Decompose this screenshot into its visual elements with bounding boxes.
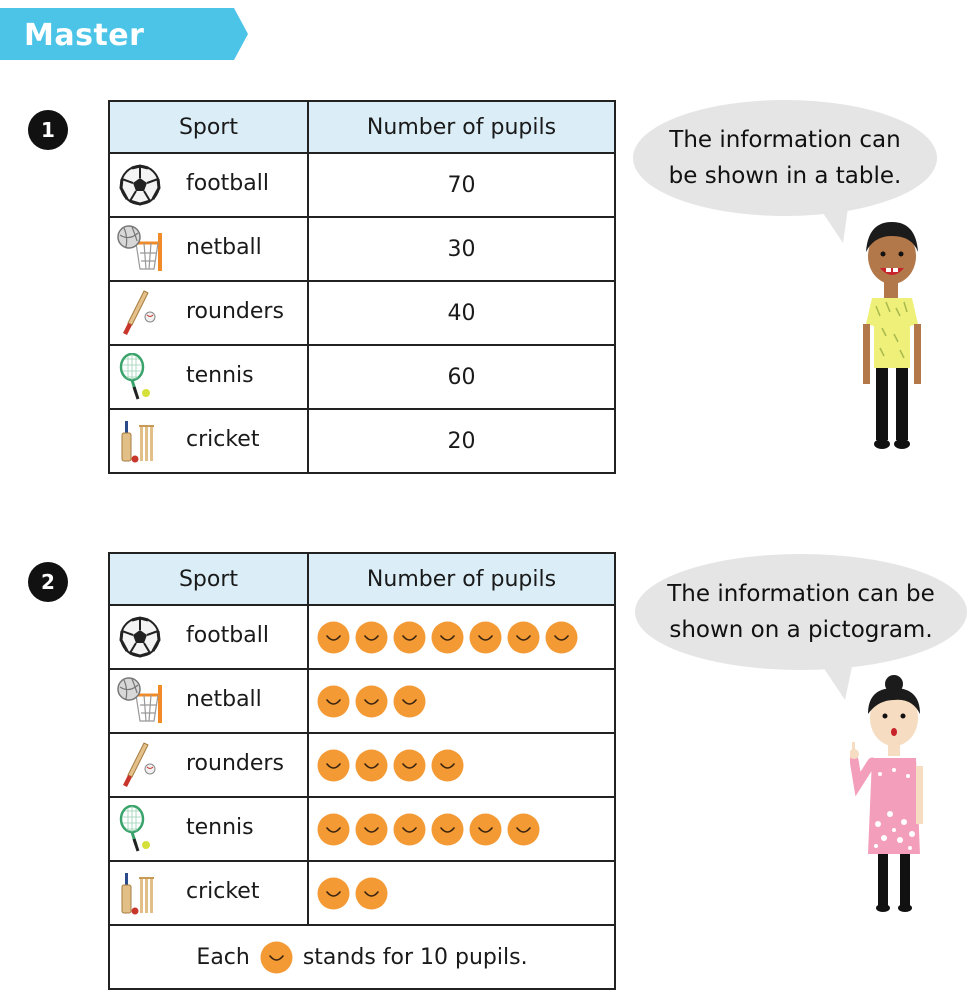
sport-label: netball xyxy=(186,687,262,712)
smiley-face-icon xyxy=(507,813,540,846)
smiley-face-icon xyxy=(393,749,426,782)
table-row xyxy=(109,733,615,797)
table-row xyxy=(109,409,615,473)
sport-label: football xyxy=(186,623,269,648)
pupil-count: 30 xyxy=(308,217,615,281)
table-row xyxy=(109,153,615,217)
sport-label: tennis xyxy=(186,815,254,840)
tennis-icon xyxy=(116,353,164,401)
pupils-header: Number of pupils xyxy=(308,553,615,605)
pictogram-faces xyxy=(309,670,614,732)
smiley-face-icon xyxy=(393,685,426,718)
sport-label: rounders xyxy=(186,299,284,324)
pictogram-faces xyxy=(309,734,614,796)
football-icon xyxy=(116,613,164,661)
table-row xyxy=(109,605,615,669)
pictogram-table xyxy=(108,552,616,990)
sport-label: cricket xyxy=(186,427,260,452)
smiley-face-icon xyxy=(317,685,350,718)
cricket-icon xyxy=(116,869,164,917)
smiley-face-icon xyxy=(317,877,350,910)
smiley-face-icon xyxy=(355,685,388,718)
key-text-before: Each xyxy=(196,944,250,970)
smiley-face-icon xyxy=(317,621,350,654)
speech-line-2: be shown in a table. xyxy=(668,163,902,189)
smiley-face-icon xyxy=(431,749,464,782)
table-row xyxy=(109,217,615,281)
pictogram-faces xyxy=(309,606,614,668)
rounders-icon xyxy=(116,741,164,789)
smiley-face-icon xyxy=(355,813,388,846)
smiley-face-icon xyxy=(355,749,388,782)
sport-header: Sport xyxy=(109,101,308,153)
table-header-row xyxy=(109,553,615,605)
sport-header: Sport xyxy=(109,553,308,605)
pictogram-faces xyxy=(309,862,614,924)
girl-illustration xyxy=(850,674,940,916)
smiley-face-icon xyxy=(431,813,464,846)
netball-icon xyxy=(116,225,164,273)
smiley-face-icon xyxy=(260,941,293,974)
master-banner xyxy=(0,8,250,60)
pupils-header: Number of pupils xyxy=(308,101,615,153)
smiley-face-icon xyxy=(393,813,426,846)
sport-label: football xyxy=(186,171,269,196)
boy-illustration xyxy=(852,216,932,452)
key-text-after: stands for 10 pupils. xyxy=(302,944,528,970)
smiley-face-icon xyxy=(393,621,426,654)
table-row xyxy=(109,797,615,861)
smiley-face-icon xyxy=(355,877,388,910)
rounders-icon xyxy=(116,289,164,337)
cricket-icon xyxy=(116,417,164,465)
smiley-face-icon xyxy=(317,749,350,782)
smiley-face-icon xyxy=(355,621,388,654)
smiley-face-icon xyxy=(431,621,464,654)
pictogram-faces xyxy=(309,798,614,860)
table-header-row xyxy=(109,101,615,153)
speech-line-1: The information can be xyxy=(667,581,935,607)
question-number-2: 2 xyxy=(28,562,68,602)
question-number-1: 1 xyxy=(28,110,68,150)
pupil-count: 70 xyxy=(308,153,615,217)
sport-label: netball xyxy=(186,235,262,260)
sport-label: cricket xyxy=(186,879,260,904)
pupil-count: 60 xyxy=(308,345,615,409)
sports-table xyxy=(108,100,616,474)
tennis-icon xyxy=(116,805,164,853)
smiley-face-icon xyxy=(545,621,578,654)
football-icon xyxy=(116,161,164,209)
smiley-face-icon xyxy=(317,813,350,846)
netball-icon xyxy=(116,677,164,725)
smiley-face-icon xyxy=(469,813,502,846)
speech-line-1: The information can xyxy=(669,127,901,153)
smiley-face-icon xyxy=(507,621,540,654)
sport-label: tennis xyxy=(186,363,254,388)
pupil-count: 40 xyxy=(308,281,615,345)
table-row xyxy=(109,669,615,733)
speech-line-2: shown on a pictogram. xyxy=(669,617,933,643)
table-row xyxy=(109,861,615,925)
pictogram-key-row xyxy=(109,925,615,989)
pupil-count: 20 xyxy=(308,409,615,473)
table-row xyxy=(109,281,615,345)
banner-title: Master xyxy=(24,18,145,53)
sport-label: rounders xyxy=(186,751,284,776)
smiley-face-icon xyxy=(469,621,502,654)
table-row xyxy=(109,345,615,409)
